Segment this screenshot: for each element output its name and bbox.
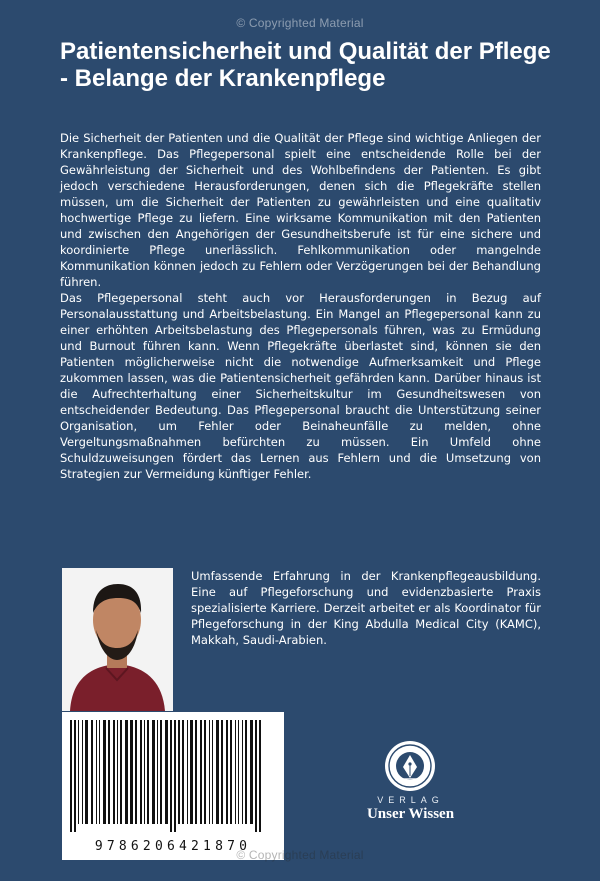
barcode-bar [140, 720, 142, 824]
barcode-bar [147, 720, 149, 824]
barcode-bar [174, 720, 176, 832]
barcode-bar [99, 720, 100, 824]
barcode-bar [238, 720, 239, 824]
barcode-bar [221, 720, 223, 824]
isbn-number: 9786206421870 [94, 839, 252, 854]
publisher-verlag-label: VERLAG [377, 795, 444, 805]
publisher-name: Unser Wissen [366, 806, 455, 822]
barcode-bar [82, 720, 83, 824]
barcode-bar [200, 720, 202, 824]
barcode-bar [209, 720, 210, 824]
barcode-bar [125, 720, 128, 824]
barcode-bar [130, 720, 133, 824]
copyright-watermark-top: © Copyrighted Material [236, 16, 364, 30]
barcode-bar [250, 720, 253, 824]
person-portrait-icon [62, 568, 173, 711]
barcode-bar [259, 720, 261, 832]
barcode-bar [245, 720, 247, 824]
barcode-bar [182, 720, 184, 824]
barcode-bar [103, 720, 106, 824]
barcode-bar [230, 720, 232, 824]
barcode-bar [78, 720, 79, 824]
barcode-bar [144, 720, 145, 824]
barcode-bar [108, 720, 110, 824]
description-paragraph-1: Die Sicherheit der Patienten und die Qualität der Pflege sind wichtige Anliegen der Krankenpflege. Das Pflegepersonal spielt eine entscheidende Rolle bei der Gewährleistung der Sicherheit und des Wohlbefindens der Patienten. Es gibt jedoch verschiedene Herausforderungen, denen sich die Pflegekräfte stellen müssen, um die Sicherheit der Patienten zu gewährleisten und eine qualitativ hochwertige Pflege zu liefern. Eine wirksame Kommunikation mit den Patienten und zwischen den Angehörigen der Gesundheitsberufe ist für eine sichere und koordinierte Pflege unerlässlich. Fehlkommunikation oder mangelnde Kommunikation können jedoch zu Fehlern oder Verzögerungen bei der Behandlung führen. [60, 131, 541, 289]
author-photo [62, 568, 173, 711]
barcode-bar [235, 720, 236, 824]
barcode-bar [255, 720, 257, 832]
barcode-bar [96, 720, 97, 824]
barcode-bar [190, 720, 193, 824]
barcode-bar [170, 720, 172, 832]
barcode-bar [195, 720, 197, 824]
barcode-bar [187, 720, 188, 824]
barcode-bar [216, 720, 219, 824]
barcode-bar [135, 720, 137, 824]
barcode-bar [212, 720, 213, 824]
copyright-watermark-bottom: © Copyrighted Material [236, 848, 364, 862]
barcode-bar [242, 720, 243, 824]
barcode-bar [74, 720, 76, 832]
barcode-bar [85, 720, 88, 824]
barcode-bar [157, 720, 158, 824]
barcode-bar [117, 720, 118, 824]
book-description [60, 130, 541, 482]
book-title: Patientensicherheit und Qualität der Pflege - Belange der Krankenpflege [60, 38, 551, 92]
fountain-pen-nib-seal-icon [360, 738, 460, 794]
description-paragraph-2: Das Pflegepersonal steht auch vor Herausforderungen in Bezug auf Personalausstattung und Arbeitsbelastung. Ein Mangel an Pflegepersonal kann zu einer erhöhten Arbeitsbelastung des Pflegepersonals führen, was zu Ermüdung und Burnout führen kann. Wenn Pflegekräfte überlastet sind, können sie den Patienten möglicherweise nicht die notwendige Aufmerksamkeit und Pflege zukommen lassen, was die Patientensicherheit gefährden kann. Darüber hinaus ist die Aufrechterhaltung einer Sicherheitskultur im Gesundheitswesen von entscheidender Bedeutung. Das Pflegepersonal braucht die Unterstützung seiner Organisation, um Fehler oder Beinaheunfälle zu melden, ohne Vergeltungsmaßnahmen befürchten zu müssen. Ein Umfeld ohne Schuldzuweisungen fördert das Lernen aus Fehlern und die Umsetzung von Strategien zur Vermeidung künftiger Fehler. [60, 291, 541, 481]
barcode-bar [91, 720, 93, 824]
barcode-bar [178, 720, 180, 824]
barcode-bar [160, 720, 162, 824]
barcode-bar [152, 720, 155, 824]
barcode-bars [62, 712, 284, 842]
barcode-bar [120, 720, 122, 824]
barcode-bar [204, 720, 206, 824]
barcode-bar [165, 720, 168, 824]
barcode-bar [70, 720, 72, 832]
isbn-barcode [62, 712, 284, 860]
barcode-bar [113, 720, 115, 824]
author-bio: Umfassende Erfahrung in der Krankenpflegeausbildung. Eine auf Pflegeforschung und evidenzbasierte Praxis spezialisierte Karriere. Derzeit arbeitet er als Koordinator für Pflegeforschung in der King Abdulla Medical City (KAMC), Makkah, Saudi-Arabien. [191, 569, 541, 647]
barcode-bar [226, 720, 228, 824]
